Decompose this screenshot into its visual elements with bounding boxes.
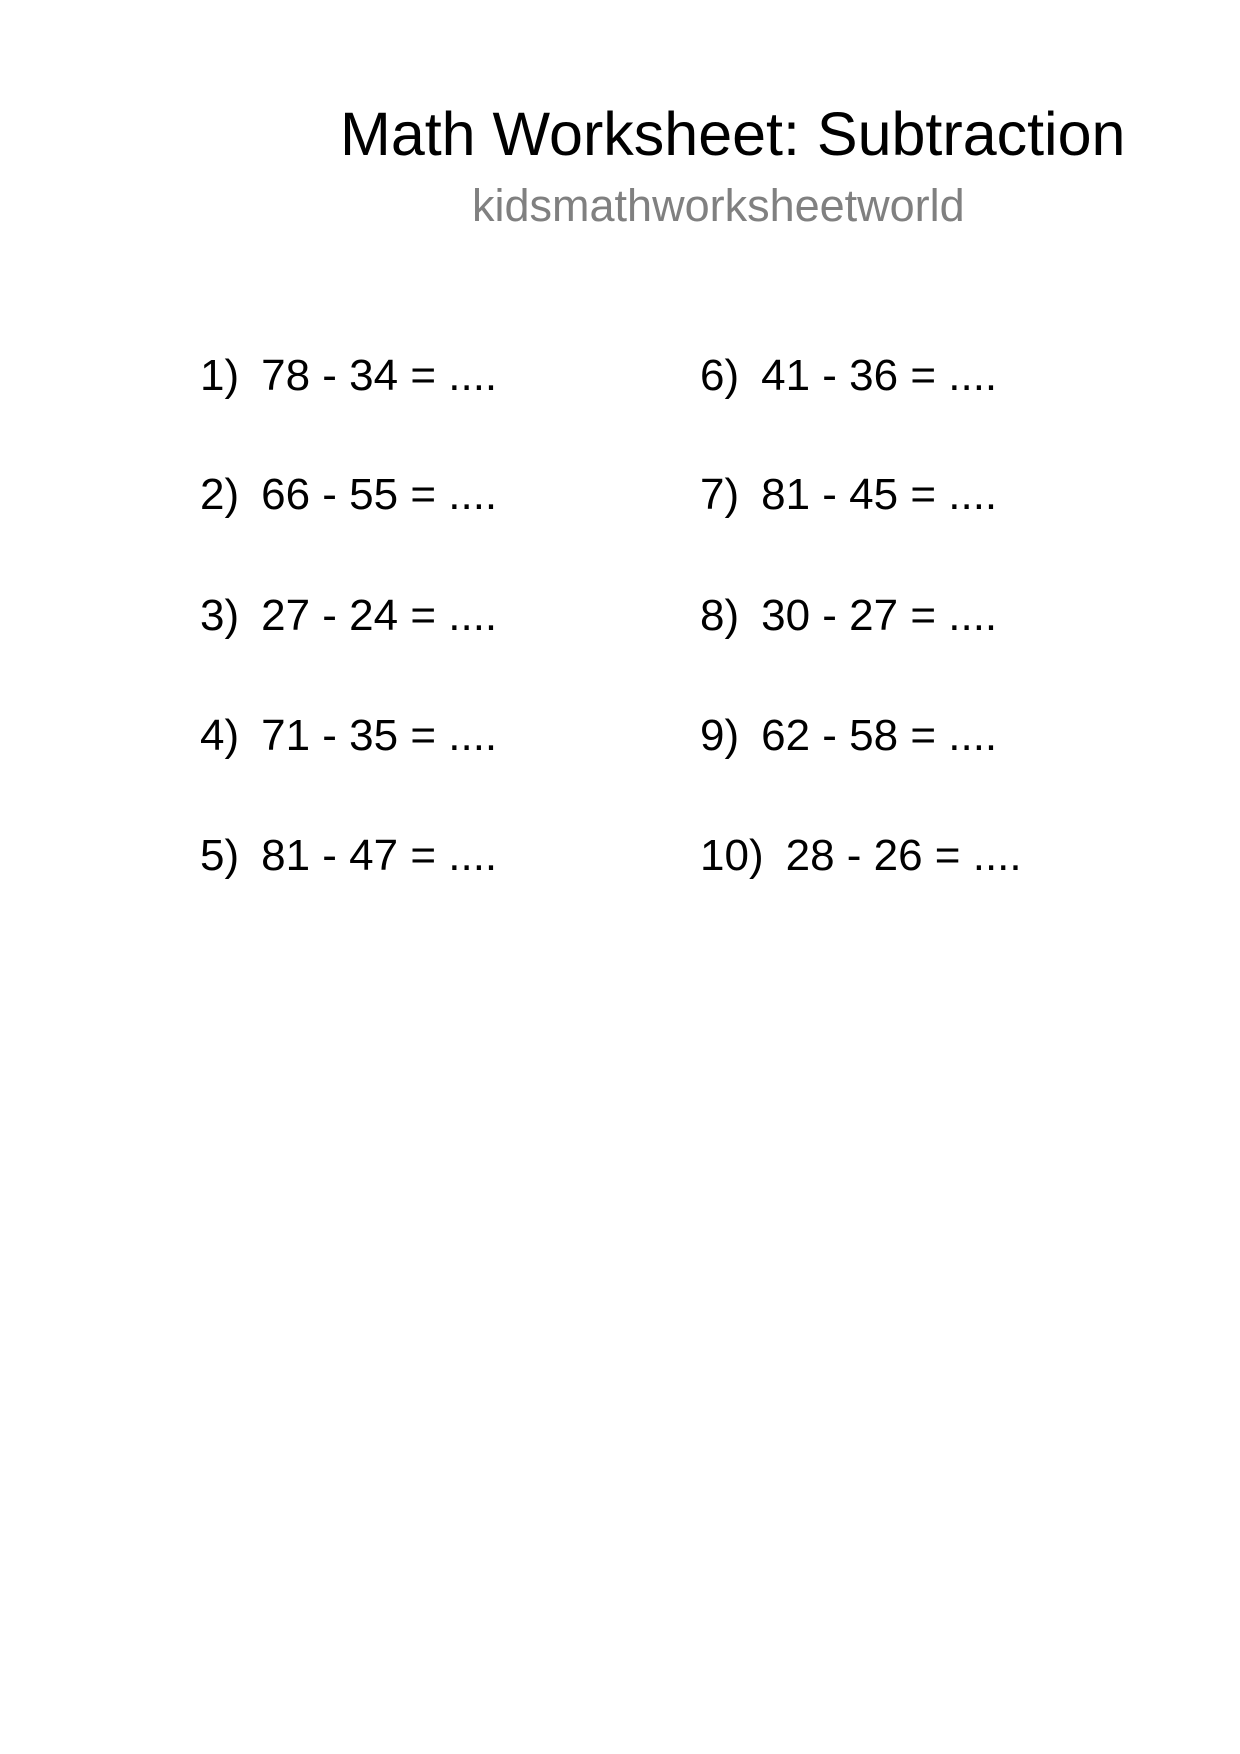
problem-number: 10) <box>700 831 764 880</box>
problem-7 <box>700 469 997 521</box>
problem-number: 2) <box>200 470 240 519</box>
problem-5 <box>200 830 497 882</box>
problem-6 <box>700 350 997 402</box>
problem-expression: 28 - 26 = .... <box>785 831 1022 880</box>
problem-expression: 27 - 24 = .... <box>261 591 498 640</box>
page-title: Math Worksheet: Subtraction <box>340 100 1126 168</box>
problem-number: 4) <box>200 711 240 760</box>
problem-number: 8) <box>700 591 740 640</box>
problem-2 <box>200 469 497 521</box>
problem-3 <box>200 590 497 642</box>
problem-number: 6) <box>700 351 740 400</box>
problem-9 <box>700 710 997 762</box>
problem-expression: 41 - 36 = .... <box>761 351 998 400</box>
problem-1 <box>200 350 497 402</box>
problem-expression: 78 - 34 = .... <box>261 351 498 400</box>
problem-expression: 30 - 27 = .... <box>761 591 998 640</box>
problem-number: 3) <box>200 591 240 640</box>
problem-number: 7) <box>700 470 740 519</box>
problem-10 <box>700 830 1022 882</box>
problem-expression: 71 - 35 = .... <box>261 711 498 760</box>
problem-expression: 62 - 58 = .... <box>761 711 998 760</box>
problem-8 <box>700 590 997 642</box>
problem-expression: 66 - 55 = .... <box>261 470 498 519</box>
problem-number: 1) <box>200 351 240 400</box>
problem-expression: 81 - 47 = .... <box>261 831 498 880</box>
page-subtitle: kidsmathworksheetworld <box>472 180 965 231</box>
problem-expression: 81 - 45 = .... <box>761 470 998 519</box>
problem-4 <box>200 710 497 762</box>
problem-number: 5) <box>200 831 240 880</box>
problem-number: 9) <box>700 711 740 760</box>
